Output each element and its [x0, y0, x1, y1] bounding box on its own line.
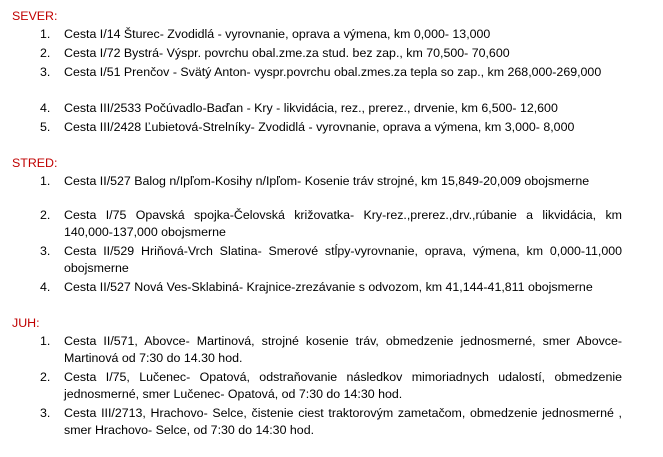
list-item-text: Cesta II/529 Hriňová-Vrch Slatina- Smerové stĺpy-vyrovnanie, oprava, výmena, km 0,000-11,000 obojsmerne: [64, 244, 622, 275]
section-title-stred: STRED:: [12, 156, 58, 170]
list-item-number: 3.: [40, 65, 51, 79]
list-item: [40, 173, 622, 190]
list-item: [40, 279, 622, 296]
list-item: [40, 207, 622, 240]
list-item-text: Cesta I/72 Bystrá- Výspr. povrchu obal.zme.za stud. bez zap., km 70,500- 70,600: [64, 46, 510, 60]
list-item: [40, 45, 622, 62]
list-item-number: 3.: [40, 244, 51, 258]
list-item-number: 2.: [40, 46, 51, 60]
section-title-sever: SEVER:: [12, 9, 58, 23]
list-item: [40, 64, 622, 81]
list-item-text: Cesta I/14 Šturec- Zvodidlá - vyrovnanie, oprava a výmena, km 0,000- 13,000: [64, 27, 491, 41]
list-item-number: 2.: [40, 370, 51, 384]
list-item-text: Cesta III/2428 Ľubietová-Strelníky- Zvodidlá - vyrovnanie, oprava a výmena, km 3,000- 8,000: [64, 120, 575, 134]
list-item: [40, 26, 622, 43]
list-item-number: 3.: [40, 406, 51, 420]
list-item-text: Cesta I/51 Prenčov - Svätý Anton- vyspr.povrchu obal.zmes.za tepla so zap., km 268,000-269,000: [64, 65, 602, 79]
list-item: [40, 119, 622, 136]
list-item-number: 5.: [40, 120, 51, 134]
list-item-number: 4.: [40, 101, 51, 115]
list-item: [40, 405, 622, 438]
list-item-text: Cesta II/571, Abovce- Martinová, strojné kosenie tráv, obmedzenie jednosmerné, smer Abovce- Martinová od 7:30 do 14.30 hod.: [64, 334, 622, 365]
list-item: [40, 100, 622, 117]
list-item-text: Cesta III/2713, Hrachovo- Selce, čistenie ciest traktorovým zametačom, obmedzenie jednosmerné , smer Hrachovo- Selce, od 7:30 do 14:30 hod.: [64, 406, 622, 437]
list-item-number: 1.: [40, 27, 51, 41]
list-item-text: Cesta I/75 Opavská spojka-Čelovská križovatka- Kry-rez.,prerez.,drv.,rúbanie a likvidácia, km 140,000-137,000 obojsmerne: [64, 208, 622, 239]
list-item-text: Cesta II/527 Balog n/Ipľom-Kosihy n/Ipľom- Kosenie tráv strojné, km 15,849-20,009 obojsmerne: [64, 174, 590, 188]
list-item-number: 1.: [40, 174, 51, 188]
list-item-text: Cesta II/527 Nová Ves-Sklabiná- Krajnice-zrezávanie s odvozom, km 41,144-41,811 obojsmerne: [64, 280, 593, 294]
list-item-number: 4.: [40, 280, 51, 294]
list-item: [40, 243, 622, 276]
list-item-text: Cesta I/75, Lučenec- Opatová, odstraňovanie následkov mimoriadnych udalostí, obmedzenie jednosmerné, smer Lučenec- Opatová, od 7:30 do 14:30 hod.: [64, 370, 622, 401]
list-item-number: 2.: [40, 208, 51, 222]
list-item: [40, 333, 622, 366]
list-item-number: 1.: [40, 334, 51, 348]
list-item: [40, 369, 622, 402]
list-item-text: Cesta III/2533 Počúvadlo-Baďan - Kry - likvidácia, rez., prerez., drvenie, km 6,500- 12,600: [64, 101, 558, 115]
section-title-juh: JUH:: [12, 316, 40, 330]
